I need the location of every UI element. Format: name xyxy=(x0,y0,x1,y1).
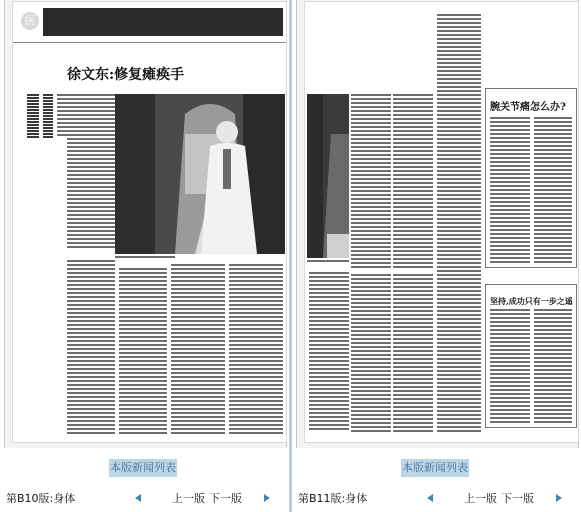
article-column xyxy=(393,94,433,270)
sidebar-headline: 坚持,成功只有一步之遥 xyxy=(490,296,573,306)
page-footer xyxy=(292,448,581,512)
next-page-link[interactable]: 下一版 xyxy=(209,492,242,505)
photo-caption xyxy=(115,256,175,260)
sidebar-article-box xyxy=(485,88,577,268)
sidebar-column xyxy=(534,309,572,423)
news-list-button[interactable]: 本版新闻列表 xyxy=(401,459,469,477)
intro-vertical-text xyxy=(43,94,53,138)
sidebar-column xyxy=(490,117,530,263)
article-headline: 徐文东:修复瘫痪手 xyxy=(67,67,185,83)
article-column xyxy=(119,268,167,322)
newspaper-frame xyxy=(296,0,579,449)
next-arrow-icon[interactable] xyxy=(264,494,270,502)
next-page-link[interactable]: 下一版 xyxy=(501,492,534,505)
portrait-photo-continued xyxy=(307,94,349,258)
article-column xyxy=(119,324,167,434)
next-arrow-icon[interactable] xyxy=(556,494,562,502)
sidebar-headline: 腕关节痛怎么办? xyxy=(490,102,566,113)
prev-page-link[interactable]: 上一版 xyxy=(464,492,497,505)
right-page-panel xyxy=(292,0,581,512)
news-list-button[interactable]: 本版新闻列表 xyxy=(109,459,177,477)
article-column xyxy=(67,260,115,435)
portrait-photo-image xyxy=(115,94,285,254)
newspaper-frame xyxy=(4,0,287,449)
portrait-photo xyxy=(115,94,285,254)
left-page-panel xyxy=(0,0,289,512)
article-column xyxy=(351,94,391,270)
intro-vertical-text xyxy=(27,94,39,138)
page-footer xyxy=(0,448,289,512)
intro-vertical-text xyxy=(57,94,67,138)
sidebar-article-box xyxy=(485,284,577,428)
article-column xyxy=(437,14,481,432)
photo-caption xyxy=(307,260,349,264)
newspaper-page-b11[interactable] xyxy=(305,2,578,442)
page-masthead xyxy=(13,2,286,38)
masthead-rule xyxy=(13,42,286,43)
newspaper-page-b10[interactable] xyxy=(13,2,286,442)
edition-label: 第B11版:身体 xyxy=(298,492,368,505)
article-column xyxy=(229,264,283,434)
article-column xyxy=(171,264,225,434)
masthead-logo: 医 xyxy=(21,12,39,30)
sidebar-column xyxy=(490,309,530,423)
article-column xyxy=(67,94,115,249)
prev-arrow-icon[interactable] xyxy=(427,494,433,502)
prev-page-link[interactable]: 上一版 xyxy=(172,492,205,505)
sidebar-column xyxy=(534,117,572,263)
edition-label: 第B10版:身体 xyxy=(6,492,76,505)
article-column xyxy=(309,272,349,432)
article-column xyxy=(393,274,433,432)
article-column xyxy=(351,274,391,432)
portrait-photo-continued-image xyxy=(307,94,349,258)
masthead-bar xyxy=(43,8,283,36)
prev-arrow-icon[interactable] xyxy=(135,494,141,502)
